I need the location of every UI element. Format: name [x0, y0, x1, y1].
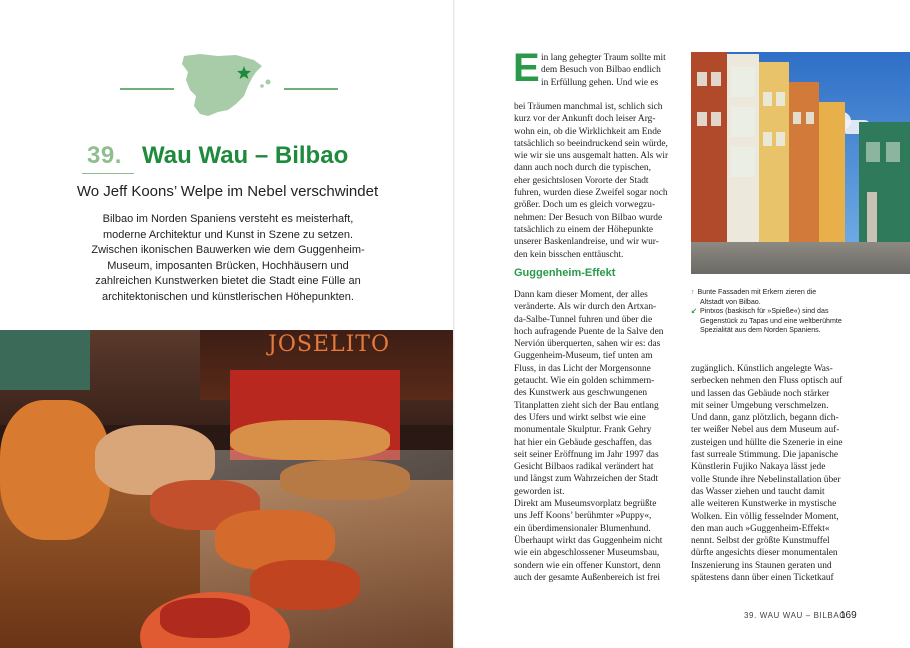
text-line: nehmen: Der Besuch von Bilbao wurde	[514, 212, 663, 223]
chapter-subtitle: Wo Jeff Koons’ Welpe im Nebel verschwindet	[76, 183, 379, 200]
text-line: Inszenierung ins Staunen geraten und	[691, 560, 832, 571]
text-line: des Ufers und wirkt selbst wie eine	[514, 412, 646, 423]
text-line: des Kunstwerk aus geschwungenen	[514, 388, 648, 399]
text-line: hoch aufragende Puente de la Salve den	[514, 326, 664, 337]
caption-text: Pintxos (baskisch für »Spieße«) sind das	[699, 307, 829, 316]
text-line: sondern wie ein offener Kunstort, denn	[514, 560, 661, 571]
text-line: das Wasser ziehen und taucht damit	[691, 486, 825, 497]
chapter-number: 39.	[87, 142, 122, 169]
text-line: ter weißer Nebel aus dem Museum auf-	[691, 425, 840, 436]
text-line: kurz vor der Ankunft doch leiser Arg-	[514, 114, 656, 125]
text-line: nennt. Selbst der größte Kunstmuffel	[691, 536, 830, 547]
pintxos-bar-photo	[0, 330, 455, 648]
text-line: Nervión überquerten, sahen wir es: das	[514, 339, 661, 350]
text-line: und längst zum Wahrzeichen der Stadt	[514, 474, 659, 485]
text-line: unserer Baskenlandreise, und wir wur-	[514, 237, 659, 248]
text-line: wohn ein, ob die Wirklichkeit am Ende	[514, 126, 662, 137]
intro-line: Bilbao im Norden Spaniens versteht es meisterhaft,	[102, 213, 354, 225]
text-line: seit seiner Eröffnung im Jahr 1997 das	[514, 449, 659, 460]
text-line: hat hier ein Gebäude geschaffen, das	[514, 437, 652, 448]
text-line: Guggenheim-Museum, tief unten am	[514, 351, 653, 362]
bilbao-old-town-photo	[691, 52, 910, 274]
text-line: in lang gehegter Traum sollte mit	[541, 53, 666, 63]
caption-line	[691, 288, 866, 298]
text-line: da-Salbe-Tunnel fuhren und über die	[514, 314, 653, 325]
body-text-section	[514, 289, 682, 584]
text-line: getaucht. Wie ein golden schimmern-	[514, 376, 655, 387]
text-line: alle weiteren Kunstwerke in mystische	[691, 499, 837, 510]
text-line: fuhren, wurden diese Zweifel sogar noch	[514, 188, 668, 199]
text-line: dem Besuch von Bilbao endlich	[541, 65, 661, 76]
text-line: größer. Doch um es gleich vorwegzu-	[514, 200, 656, 211]
caption-text: Bunte Fassaden mit Erkern zieren die	[697, 288, 817, 296]
text-line: mit seiner Umgebung verschmelzen.	[691, 400, 829, 411]
drop-cap: E	[513, 46, 540, 90]
chapter-number-underline	[82, 173, 134, 174]
caption-text: Spezialität aus dem Norden Spaniens.	[700, 326, 821, 335]
body-text-column-2	[691, 363, 861, 584]
chapter-intro	[80, 212, 376, 306]
intro-line: Museum, imposanten Brücken, Hochhäusern und	[107, 259, 349, 272]
text-line: volle Stunde ihre Nebelinstallation über	[691, 474, 841, 485]
ornament-rule-left	[120, 88, 174, 90]
text-line: ein überdimensionaler Blumenhund.	[514, 523, 651, 534]
text-line: fast surreale Stimmung. Die japanische	[691, 450, 839, 461]
caption-text: Gegenstück zu Tapas und eine weltberühmte	[700, 316, 842, 325]
chapter-title: Wau Wau – Bilbao	[142, 142, 349, 169]
section-heading: Guggenheim-Effekt	[514, 267, 616, 279]
ornament-rule-right	[284, 88, 338, 90]
caption-text: Altstadt von Bilbao.	[700, 297, 761, 306]
text-line: eher gesichtslosen Vororte der Stadt	[514, 175, 649, 186]
photo-sign-text: JOSELITO	[268, 332, 390, 357]
text-line: Direkt am Museumsvorplatz begrüßte	[514, 499, 657, 510]
text-line: dann auch noch durch die typischen,	[514, 163, 651, 174]
photo-captions	[691, 288, 866, 336]
text-line: monumentale Skulptur. Frank Gehry	[514, 425, 652, 436]
text-line: veränderte. Als wir durch den Artxan-	[514, 302, 657, 313]
caption-arrow-up-icon: ↑	[691, 288, 695, 296]
text-line: Überhaupt wirkt das Guggenheim nicht	[514, 535, 663, 546]
text-line: Titanplatten zieht sich der Bau entlang	[514, 400, 659, 411]
body-text-column-1	[514, 101, 682, 261]
text-line: Wolken. Ein völlig fesselnder Moment,	[691, 511, 839, 522]
text-line: geworden ist.	[514, 486, 565, 497]
text-line: zugänglich. Künstlich angelegte Was-	[691, 364, 833, 374]
text-line: auch der gesamte Außenbereich ist frei	[514, 572, 661, 583]
text-line: tatsächlich so beeindruckend sein würde,	[514, 138, 668, 149]
caption-line	[691, 307, 866, 317]
text-line: den kein bisschen enttäuscht.	[514, 249, 624, 260]
text-line: uns Jeff Koons’ berühmter »Puppy«,	[514, 511, 652, 522]
text-line: Dann kam dieser Moment, der alles	[514, 290, 648, 300]
text-line: Fluss, in das Licht der Morgensonne	[514, 363, 651, 374]
text-line: wie wir sie uns ausgemalt hatten. Als wir	[514, 151, 669, 162]
text-line: und lassen das Gebäude noch stärker	[691, 388, 830, 399]
text-line: zusteigen und hüllte die Szenerie in eine	[691, 437, 843, 448]
text-line: Und dann, ganz plötzlich, begann dich-	[691, 413, 839, 424]
text-line: in Erfüllung gehen. Und wie es	[541, 77, 659, 88]
intro-line: architektonischen und künstlerischen Höhepunkten.	[102, 290, 354, 303]
body-text-opening	[541, 52, 681, 89]
text-line: Gesicht Bilbaos radikal verändert hat	[514, 462, 654, 473]
spain-map-icon	[178, 50, 274, 122]
text-line: den man auch »Guggenheim-Effekt«	[691, 523, 830, 534]
caption-arrow-downleft-icon: ↙	[691, 307, 697, 316]
intro-line: moderne Architektur und Kunst in Szene zu setzen.	[102, 228, 354, 241]
intro-line: Zwischen ikonischen Bauwerken wie dem Guggenheim-	[91, 244, 365, 257]
text-line: serbecken nehmen den Fluss optisch auf	[691, 376, 843, 387]
intro-line: zahlreichen Kunstwerken bietet die Stadt eine Fülle an	[95, 275, 361, 288]
text-line: Künstlerin Fujiko Nakaya lässt jede	[691, 462, 826, 473]
text-line: dürfte angesichts dieser monumentalen	[691, 548, 838, 559]
running-footer: 39. WAU WAU – BILBAO	[744, 611, 847, 620]
text-line: spätestens dann über einen Ticketkauf	[691, 573, 834, 584]
page-number: 169	[840, 610, 857, 621]
text-line: tatsächlich zu einem der Höhepunkte	[514, 224, 654, 235]
text-line: bei Träumen manchmal ist, schlich sich	[514, 102, 663, 112]
chapter-map-ornament	[118, 50, 338, 130]
text-line: wie ein abgeschlossener Museumsbau,	[514, 548, 660, 559]
